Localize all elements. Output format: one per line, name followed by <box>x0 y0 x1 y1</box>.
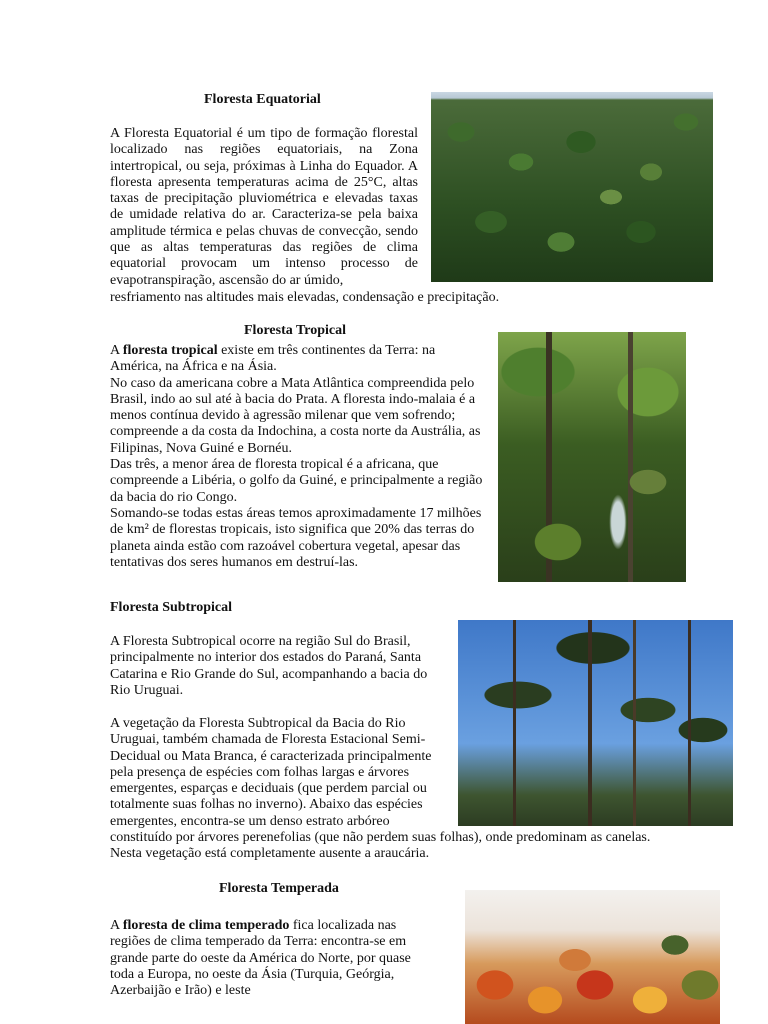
paragraph-tropical-americana: No caso da americana cobre a Mata Atlântica compreendida pelo Brasil, indo ao sul até à bacia do Prata. A floresta indo-malaia é a menos contínua devido à agressão milenar que vem sofrendo; compreende a da costa da Indochina, a costa norte da Austrália, as Filipinas, Nova Guiné e Bornéu. <box>110 375 481 456</box>
bold-term-floresta-clima-temperado: floresta de clima temperado <box>122 918 290 933</box>
heading-floresta-temperada: Floresta Temperada <box>219 881 339 896</box>
paragraph-subtropical-araucaria: Nesta vegetação está completamente ausente a araucária. <box>110 846 430 861</box>
text-span: A <box>110 343 123 358</box>
heading-floresta-subtropical: Floresta Subtropical <box>110 600 232 615</box>
text-span: fica localizada nas regiões de clima temperado da Terra: encontra-se em grande parte do oeste da América do Norte, por quase toda a Europa, no oeste da Ásia (Turquia, Geórgia, Azerbaijão e Irão) e leste <box>110 918 411 999</box>
paragraph-equatorial: A Floresta Equatorial é um tipo de formação florestal localizado nas regiões equatoriais, na Zona intertropical, ou seja, próximas à Linha do Equador. A floresta apresenta temperaturas acima de 25°C, altas taxas de precipitação pluviométrica e elevadas taxas de umidade relativa do ar. Caracteriza-se pela baixa amplitude térmica e pelas chuvas de convecção, sendo que as altas temperaturas das regiões de clima equatorial provocam um intenso processo de evapotranspiração, ascensão do ar úmido, <box>110 126 418 288</box>
paragraph-tropical-intro <box>110 343 488 376</box>
paragraph-equatorial-continued: resfriamento nas altitudes mais elevadas, condensação e precipitação. <box>110 290 500 305</box>
paragraph-subtropical-location: A Floresta Subtropical ocorre na região Sul do Brasil, principalmente no interior dos estados do Paraná, Santa Catarina e Rio Grande do Sul, acompanhando a bacia do Rio Uruguai. <box>110 634 428 698</box>
tropical-stream-mossy-rock-photo <box>498 332 686 582</box>
paragraph-tropical-area: Somando-se todas estas áreas temos aproximadamente 17 milhões de km² de florestas tropicais, isto significa que 20% das terras do planeta ainda estão com razoável cobertura vegetal, apesar das tentativas dos seres humanos em destruí-las. <box>110 505 482 570</box>
paragraph-subtropical-continued: constituído por árvores perenefolias (que não perdem suas folhas), onde predominam as canelas. <box>110 830 651 845</box>
heading-floresta-equatorial: Floresta Equatorial <box>204 92 321 107</box>
aerial-rainforest-canopy-photo <box>431 92 713 282</box>
text-span: A <box>110 918 123 933</box>
autumn-forest-fog-photo <box>465 890 720 1024</box>
heading-floresta-tropical: Floresta Tropical <box>244 323 347 338</box>
paragraph-tropical-africana: Das três, a menor área de floresta tropical é a africana, que compreende a Libéria, o golfo da Guiné, e principalmente a região da bacia do rio Congo. <box>110 457 483 505</box>
araucaria-trees-blue-sky-photo <box>458 620 733 826</box>
paragraph-temperate <box>110 918 422 999</box>
text-span: existe em três continentes da Terra: na América, na África e na Ásia. <box>110 343 436 375</box>
tropical-text-block <box>110 343 488 571</box>
bold-term-floresta-tropical: floresta tropical <box>122 343 218 358</box>
paragraph-subtropical-vegetation: A vegetação da Floresta Subtropical da Bacia do Rio Uruguai, também chamada de Floresta Estacional Semi-Decidual ou Mata Branca, é caracterizada principalmente pela presença de espécies com folhas largas e árvores emergentes, esparças e deciduais (que perdem parcial ou totalmente suas folhas no inverno). Abaixo das espécies emergentes, encontra-se um denso estrato arbóreo <box>110 716 432 829</box>
